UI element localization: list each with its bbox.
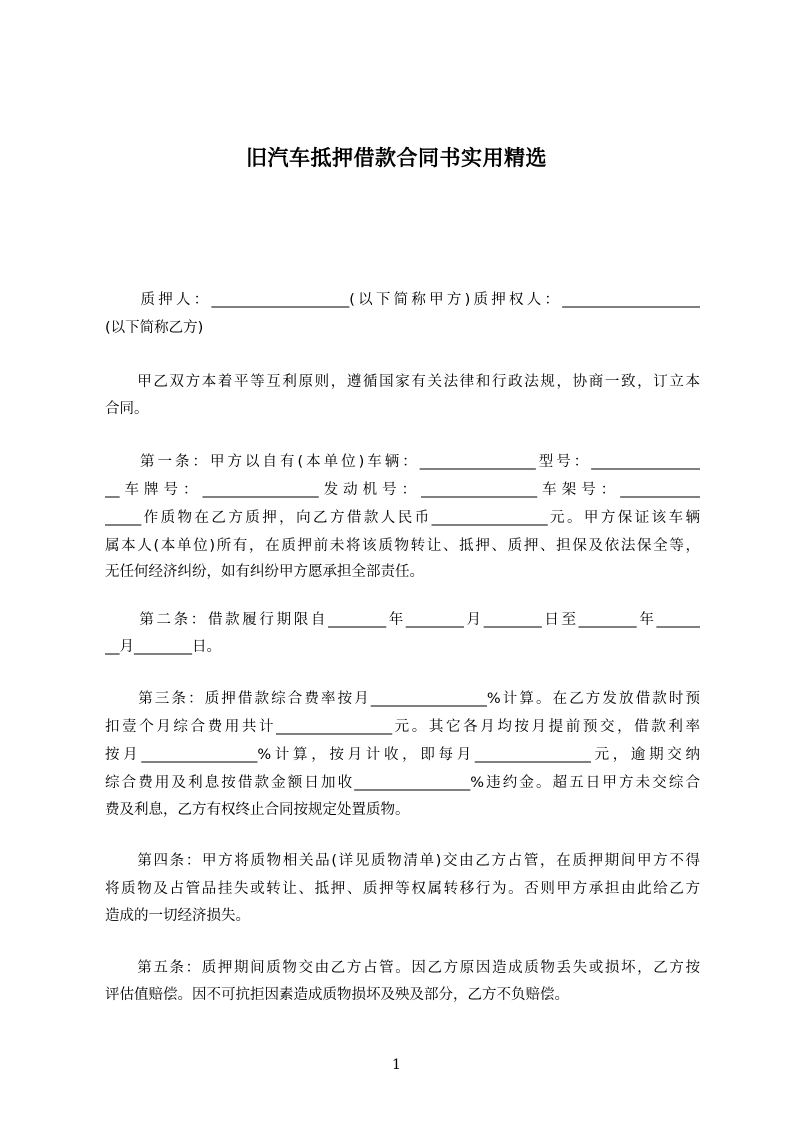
article-3-line-1: 第三条：质押借款综合费率按月________________%计算。在乙方发放借款时预 — [105, 691, 700, 707]
article-5-line-1: 第五条：质押期间质物交由乙方占管。因乙方原因造成质物丢失或损坏，乙方按 — [105, 960, 700, 976]
article-1-line-5: 无任何经济纠纷，如有纠纷甲方愿承担全部责任。 — [105, 564, 424, 580]
article-1-line-3: _____作质物在乙方质押，向乙方借款人民币________________元。甲方保证该车辆 — [105, 510, 700, 526]
article-4-line-2: 将质物及占管品挂失或转让、抵押、质押等权属转移行为。否则甲方承担由此给乙方 — [105, 881, 700, 897]
article-3-line-4: 综合费用及利息按借款金额日加收________________%违约金。超五日甲方未交综合 — [105, 775, 700, 791]
document-title: 旧汽车抵押借款合同书实用精选 — [246, 146, 547, 170]
article-5-line-2: 评估值赔偿。因不可抗拒因素造成质物损坏及殃及部分，乙方不负赔偿。 — [105, 987, 569, 1003]
pledge-parties-line-1: 质押人：___________________(以下简称甲方)质押权人：___________________ — [105, 292, 700, 308]
article-1-line-2: __车牌号：________________发动机号：________________车架号：___________ — [105, 482, 700, 498]
article-3-line-5: 费及利息，乙方有权终止合同按规定处置质物。 — [105, 802, 410, 818]
article-3-line-2: 扣壹个月综合费用共计________________元。其它各月均按月提前预交，借款利率 — [105, 719, 700, 735]
article-3-line-3: 按月________________%计算，按月计收，即每月________________元，逾期交纳 — [105, 747, 700, 763]
article-1-line-4: 属本人(本单位)所有，在质押前未将该质物转让、抵押、质押、担保及依法保全等， — [105, 538, 700, 554]
pledge-parties-line-2: (以下简称乙方) — [105, 320, 204, 336]
article-2-line-1: 第二条：借款履行期限自________年________月________日至________年______ — [105, 612, 700, 628]
preamble-line-1: 甲乙双方本着平等互利原则，遵循国家有关法律和行政法规，协商一致，订立本 — [105, 374, 700, 390]
article-2-line-2: __月________日。 — [105, 639, 221, 655]
preamble-line-2: 合同。 — [105, 401, 149, 417]
article-4-line-1: 第四条：甲方将质物相关品(详见质物清单)交由乙方占管，在质押期间甲方不得 — [105, 853, 700, 869]
article-1-line-1: 第一条：甲方以自有(本单位)车辆：________________型号：_______________ — [105, 454, 700, 470]
article-4-line-3: 造成的一切经济损失。 — [105, 908, 250, 924]
page-number: 1 — [392, 1057, 401, 1073]
